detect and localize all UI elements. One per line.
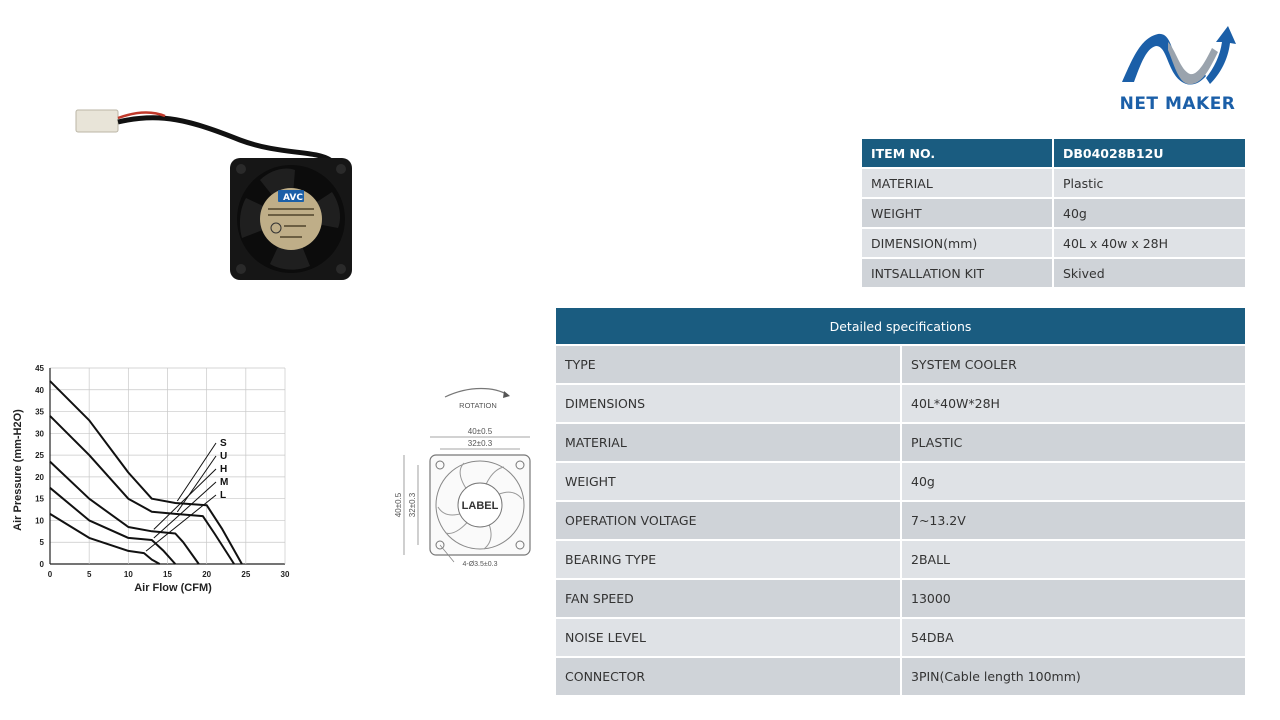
spec-value: 54DBA [902,619,1245,658]
spec-value: SYSTEM COOLER [902,346,1245,385]
summary-table [862,139,1245,289]
connector-plug [76,110,118,132]
spec-label: CONNECTOR [556,658,902,697]
spec-label: TYPE [556,346,902,385]
summary-value: 40L x 40w x 28H [1054,229,1245,259]
spec-value: 40L*40W*28H [902,385,1245,424]
spec-value: 13000 [902,580,1245,619]
spec-value: 40g [902,463,1245,502]
chart-ytick: 40 [35,385,44,395]
chart-xtick: 15 [163,570,172,579]
spec-value: 7~13.2V [902,502,1245,541]
chart-series-label: S [220,438,227,449]
table-row [556,658,1245,697]
table-row [862,199,1245,229]
spec-title: Detailed specifications [556,308,1245,346]
spec-table [556,308,1245,697]
side-outer-dim-label: 40±0.5 [394,492,403,518]
inner-dim-label: 32±0.3 [467,439,493,448]
table-row [556,541,1245,580]
table-row [556,502,1245,541]
fan-photo [70,100,360,285]
chart-ytick: 5 [39,538,44,548]
chart-xtick: 30 [280,570,290,579]
chart-xlabel: Air Flow (CFM) [134,582,212,594]
spec-label: NOISE LEVEL [556,619,902,658]
spec-value: PLASTIC [902,424,1245,463]
outer-dim-label: 40±0.5 [467,427,493,436]
chart-ytick: 30 [35,429,44,439]
table-row [862,259,1245,289]
spec-label: OPERATION VOLTAGE [556,502,902,541]
chart-xtick: 5 [86,570,92,579]
summary-label: WEIGHT [862,199,1054,229]
chart-ylabel: Air Pressure (mm-H2O) [12,409,24,531]
summary-value: 40g [1054,199,1245,229]
spec-label: BEARING TYPE [556,541,902,580]
spec-label: DIMENSIONS [556,385,902,424]
chart-ytick: 20 [35,472,44,482]
side-inner-dim-label: 32±0.3 [408,492,417,518]
hub-label: LABEL [461,500,499,512]
chart-series-label: U [220,451,228,462]
chart-ytick: 45 [35,364,44,373]
chart-series-s [50,381,242,564]
spec-label: MATERIAL [556,424,902,463]
performance-chart [8,360,298,595]
summary-label: DIMENSION(mm) [862,229,1054,259]
table-row [556,385,1245,424]
summary-label: ITEM NO. [862,139,1054,169]
spec-value: 3PIN(Cable length 100mm) [902,658,1245,697]
fan-brand: AVC [283,193,303,203]
chart-ytick: 0 [39,560,44,569]
chart-series-label: L [220,490,227,501]
chart-xtick: 0 [47,570,53,579]
table-row [862,139,1245,169]
spec-label: FAN SPEED [556,580,902,619]
chart-xtick: 25 [241,570,251,579]
chart-svg [8,360,298,595]
summary-value: Skived [1054,259,1245,289]
chart-xtick: 20 [202,570,212,579]
table-row [862,169,1245,199]
chart-series-label: H [220,464,228,475]
chart-ytick: 35 [35,407,44,417]
chart-ytick: 15 [35,494,44,504]
chart-ytick: 25 [35,451,44,461]
spec-label: WEIGHT [556,463,902,502]
table-row [556,580,1245,619]
summary-value: Plastic [1054,169,1245,199]
dimension-drawing [390,385,540,570]
summary-label: MATERIAL [862,169,1054,199]
summary-label: INTSALLATION KIT [862,259,1054,289]
chart-leader-s [177,443,216,501]
logo-mark-icon [1110,20,1245,95]
rotation-label: ROTATION [459,401,497,410]
chart-ytick: 10 [35,516,44,526]
table-row [862,229,1245,259]
chart-series-label: M [220,477,229,488]
table-row [556,619,1245,658]
table-row [556,346,1245,385]
logo-text: NET MAKER [1119,94,1236,114]
rotation-arrow-icon [503,391,510,398]
chart-xtick: 10 [123,570,133,579]
table-row [556,424,1245,463]
table-row [556,463,1245,502]
summary-value: DB04028B12U [1054,139,1245,169]
holes-dim-label: 4-Ø3.5±0.3 [462,561,498,568]
net-maker-logo [1110,20,1245,118]
spec-table-header [556,308,1245,346]
spec-value: 2BALL [902,541,1245,580]
